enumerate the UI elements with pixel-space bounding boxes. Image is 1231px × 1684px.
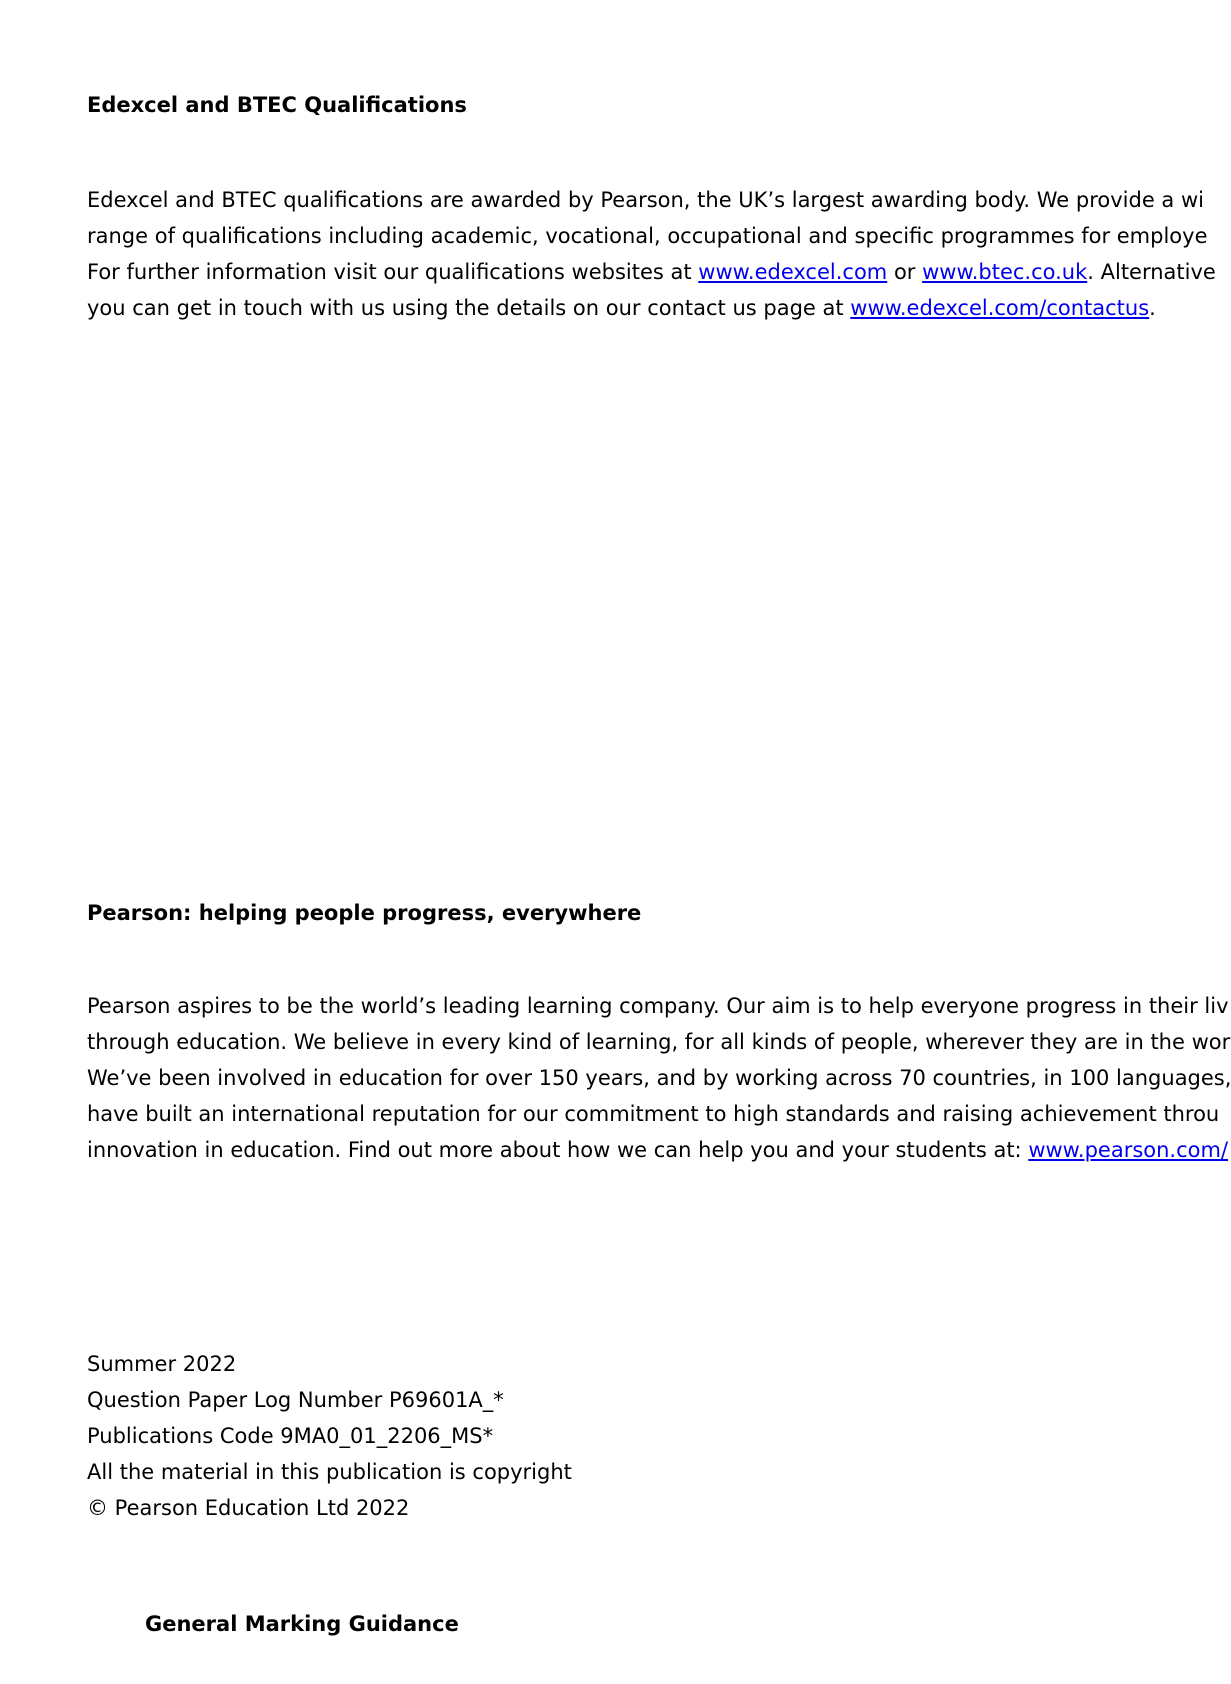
- hyperlink[interactable]: www.pearson.com/: [1028, 1138, 1229, 1162]
- paragraph-line: [87, 226, 1208, 247]
- publication-info-line: All the material in this publication is copyright: [87, 1460, 572, 1484]
- hyperlink[interactable]: www.edexcel.com: [698, 260, 888, 284]
- paragraph-line: [87, 190, 1204, 211]
- text-run: . Alternative: [1087, 260, 1216, 284]
- text-run: or: [887, 260, 923, 284]
- publication-info-line: Publications Code 9MA0_01_2206_MS*: [87, 1424, 494, 1448]
- text-run: Pearson aspires to be the world’s leading learning company. Our aim is to help everyone progress in their liv: [87, 994, 1229, 1018]
- paragraph-line: [87, 262, 1216, 283]
- text-run: range of qualifications including academic, vocational, occupational and specific programmes for employe: [87, 224, 1208, 248]
- text-run: We’ve been involved in education for over 150 years, and by working across 70 countries, in 100 languages,: [87, 1066, 1231, 1090]
- paragraph-line: [87, 298, 1156, 319]
- text-run: Edexcel and BTEC qualifications are awarded by Pearson, the UK’s largest awarding body. We provide a wi: [87, 188, 1204, 212]
- paragraph-line: [87, 996, 1229, 1017]
- paragraph-line: [87, 1104, 1219, 1125]
- publication-info-line: Question Paper Log Number P69601A_*: [87, 1388, 504, 1412]
- text-run: have built an international reputation for our commitment to high standards and raising achievement throu: [87, 1102, 1220, 1126]
- text-run: For further information visit our qualifications websites at: [87, 260, 699, 284]
- section-heading-qualifications: Edexcel and BTEC Qualifications: [87, 93, 467, 117]
- hyperlink[interactable]: www.btec.co.uk: [922, 260, 1088, 284]
- text-run: .: [1149, 296, 1156, 320]
- publication-info-line: Summer 2022: [87, 1352, 237, 1376]
- general-marking-guidance-heading: General Marking Guidance: [145, 1612, 459, 1636]
- paragraph-line: [87, 1140, 1228, 1161]
- hyperlink[interactable]: www.edexcel.com/contactus: [850, 296, 1150, 320]
- publication-info-line: © Pearson Education Ltd 2022: [87, 1496, 410, 1520]
- text-run: you can get in touch with us using the details on our contact us page at: [87, 296, 851, 320]
- text-run: through education. We believe in every kind of learning, for all kinds of people, wherever they are in the wor: [87, 1030, 1231, 1054]
- text-run: innovation in education. Find out more about how we can help you and your students at:: [87, 1138, 1029, 1162]
- paragraph-line: [87, 1032, 1230, 1053]
- paragraph-line: [87, 1068, 1231, 1089]
- section-heading-pearson: Pearson: helping people progress, everywhere: [87, 901, 642, 925]
